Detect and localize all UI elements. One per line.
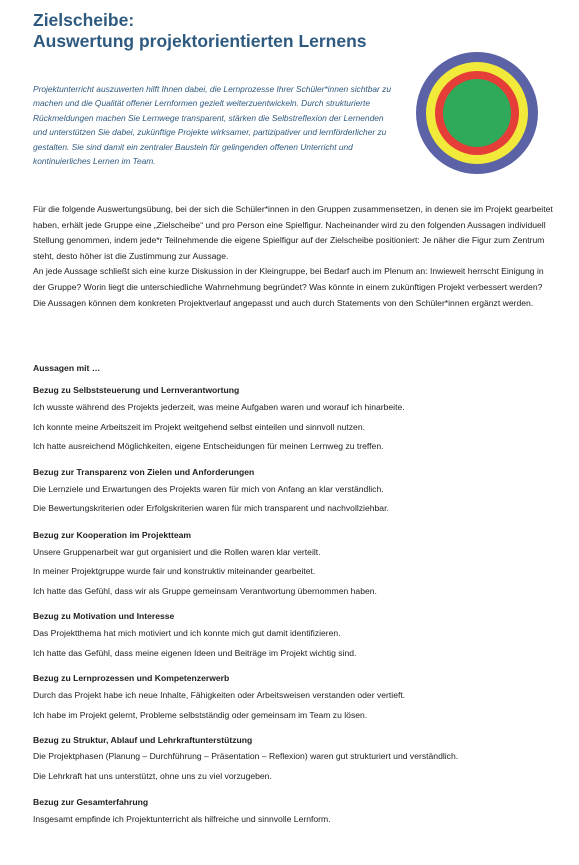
statement-item: Ich hatte das Gefühl, dass wir als Gruppe gemeinsam Verantwortung übernommen haben. [33, 585, 377, 596]
statement-item: Unsere Gruppenarbeit war gut organisiert und die Rollen waren klar verteilt. [33, 546, 321, 557]
statements-label: Aussagen mit … [33, 363, 101, 373]
statement-item: Das Projektthema hat mich motiviert und ich konnte mich gut damit identifizieren. [33, 628, 341, 638]
section-heading: Bezug zur Gesamterfahrung [33, 796, 149, 807]
section-heading: Bezug zur Kooperation im Projektteam [33, 529, 192, 540]
page-title [33, 10, 413, 52]
statement-section [33, 795, 553, 830]
statements-list [33, 361, 553, 829]
statement-section [33, 383, 553, 457]
target-illustration [416, 52, 538, 174]
target-bullseye [443, 79, 511, 147]
statement-item: Die Bewertungskriterien oder Erfolgskriterien waren für mich transparent und nachvollziehbar. [33, 503, 389, 513]
title-line-2: Auswertung projektorientierten Lernens [33, 31, 367, 51]
section-heading: Bezug zu Lernprozessen und Kompetenzerwerb [33, 673, 230, 683]
section-heading: Bezug zu Struktur, Ablauf und Lehrkraftunterstützung [33, 735, 253, 745]
statement-section [33, 528, 553, 602]
statement-item: In meiner Projektgruppe wurde fair und konstruktiv miteinander gearbeitet. [33, 566, 316, 576]
statement-item: Durch das Projekt habe ich neue Inhalte, Fähigkeiten oder Arbeitsweisen verstanden oder vertieft. [33, 690, 406, 700]
title-line-1: Zielscheibe: [33, 10, 135, 30]
statement-item: Die Lernziele und Erwartungen des Projekts waren für mich von Anfang an klar verständlich. [33, 483, 384, 494]
statement-item: Ich hatte ausreichend Möglichkeiten, eigene Entscheidungen für meinen Lernweg zu treffen. [33, 441, 384, 451]
section-heading: Bezug zu Motivation und Interesse [33, 611, 175, 621]
instructions [33, 202, 553, 311]
statement-item: Ich konnte meine Arbeitszeit im Projekt weitgehend selbst einteilen und sinnvoll nutzen. [33, 421, 366, 432]
statement-section [33, 733, 553, 787]
section-heading: Bezug zur Transparenz von Zielen und Anforderungen [33, 466, 255, 477]
statement-item: Die Lehrkraft hat uns unterstützt, ohne uns zu viel vorzugeben. [33, 771, 272, 781]
instructions-paragraph-1: Für die folgende Auswertungsübung, bei der sich die Schüler*innen in den Gruppen zusammensetzen, in denen sie im Projekt gearbeitet haben, erhält jede Gruppe eine „Zielscheibe“ und pro Person eine Spielfigur. Nacheinander wird zu den folgenden Aussagen individuell Stellung genommen, indem jede*r Teilnehmende die eigene Spielfigur auf der Zielscheibe positioniert: Je näher die Figur zum Zentrum steht, desto höher ist die Zustimmung zur Aussage. [33, 204, 553, 261]
intro-paragraph: Projektunterricht auszuwerten hilft Ihnen dabei, die Lernprozesse Ihrer Schüler*innen sichtbar zu machen und die Qualität offener Lernformen gezielt weiterzuentwickeln. Durch strukturierte Rückmeldungen machen Sie Lernwege transparent, stärken die Selbstreflexion der Lernenden und unterstützen Sie dabei, zukünftige Projekte wirksamer, partizipativer und lernförderlicher zu gestalten. Sie sind damit ein zentraler Baustein für gelingenden offenen Unterricht und kontinuierliches Lernen im Team. [33, 84, 391, 167]
statement-item: Die Projektphasen (Planung – Durchführung – Präsentation – Reflexion) waren gut strukturiert und verständlich. [33, 751, 459, 761]
statement-section [33, 671, 553, 725]
statement-section [33, 465, 553, 519]
statement-sections [33, 383, 553, 829]
section-heading: Bezug zu Selbststeuerung und Lernverantwortung [33, 385, 240, 395]
instructions-paragraph-2: An jede Aussage schließt sich eine kurze Diskussion in der Kleingruppe, bei Bedarf auch im Plenum an: Inwieweit herrscht Einigung in der Gruppe? Worin liegt die unterschiedliche Wahrnehmung begründet? Was könnte in einem zukünftigen Projekt verbessert werden? Die Aussagen können dem konkreten Projektverlauf angepasst und auch durch Statements von den Schüler*innen ergänzt werden. [33, 266, 544, 308]
statement-item: Ich habe im Projekt gelernt, Probleme selbstständig oder gemeinsam im Team zu lösen. [33, 709, 368, 720]
statement-item: Ich wusste während des Projekts jederzeit, was meine Aufgaben waren und worauf ich hinarbeite. [33, 402, 405, 412]
statement-item: Insgesamt empfinde ich Projektunterricht als hilfreiche und sinnvolle Lernform. [33, 813, 331, 824]
statement-item: Ich hatte das Gefühl, dass meine eigenen Ideen und Beiträge im Projekt wichtig sind. [33, 647, 357, 658]
statement-section [33, 609, 553, 663]
intro-text [33, 82, 398, 168]
